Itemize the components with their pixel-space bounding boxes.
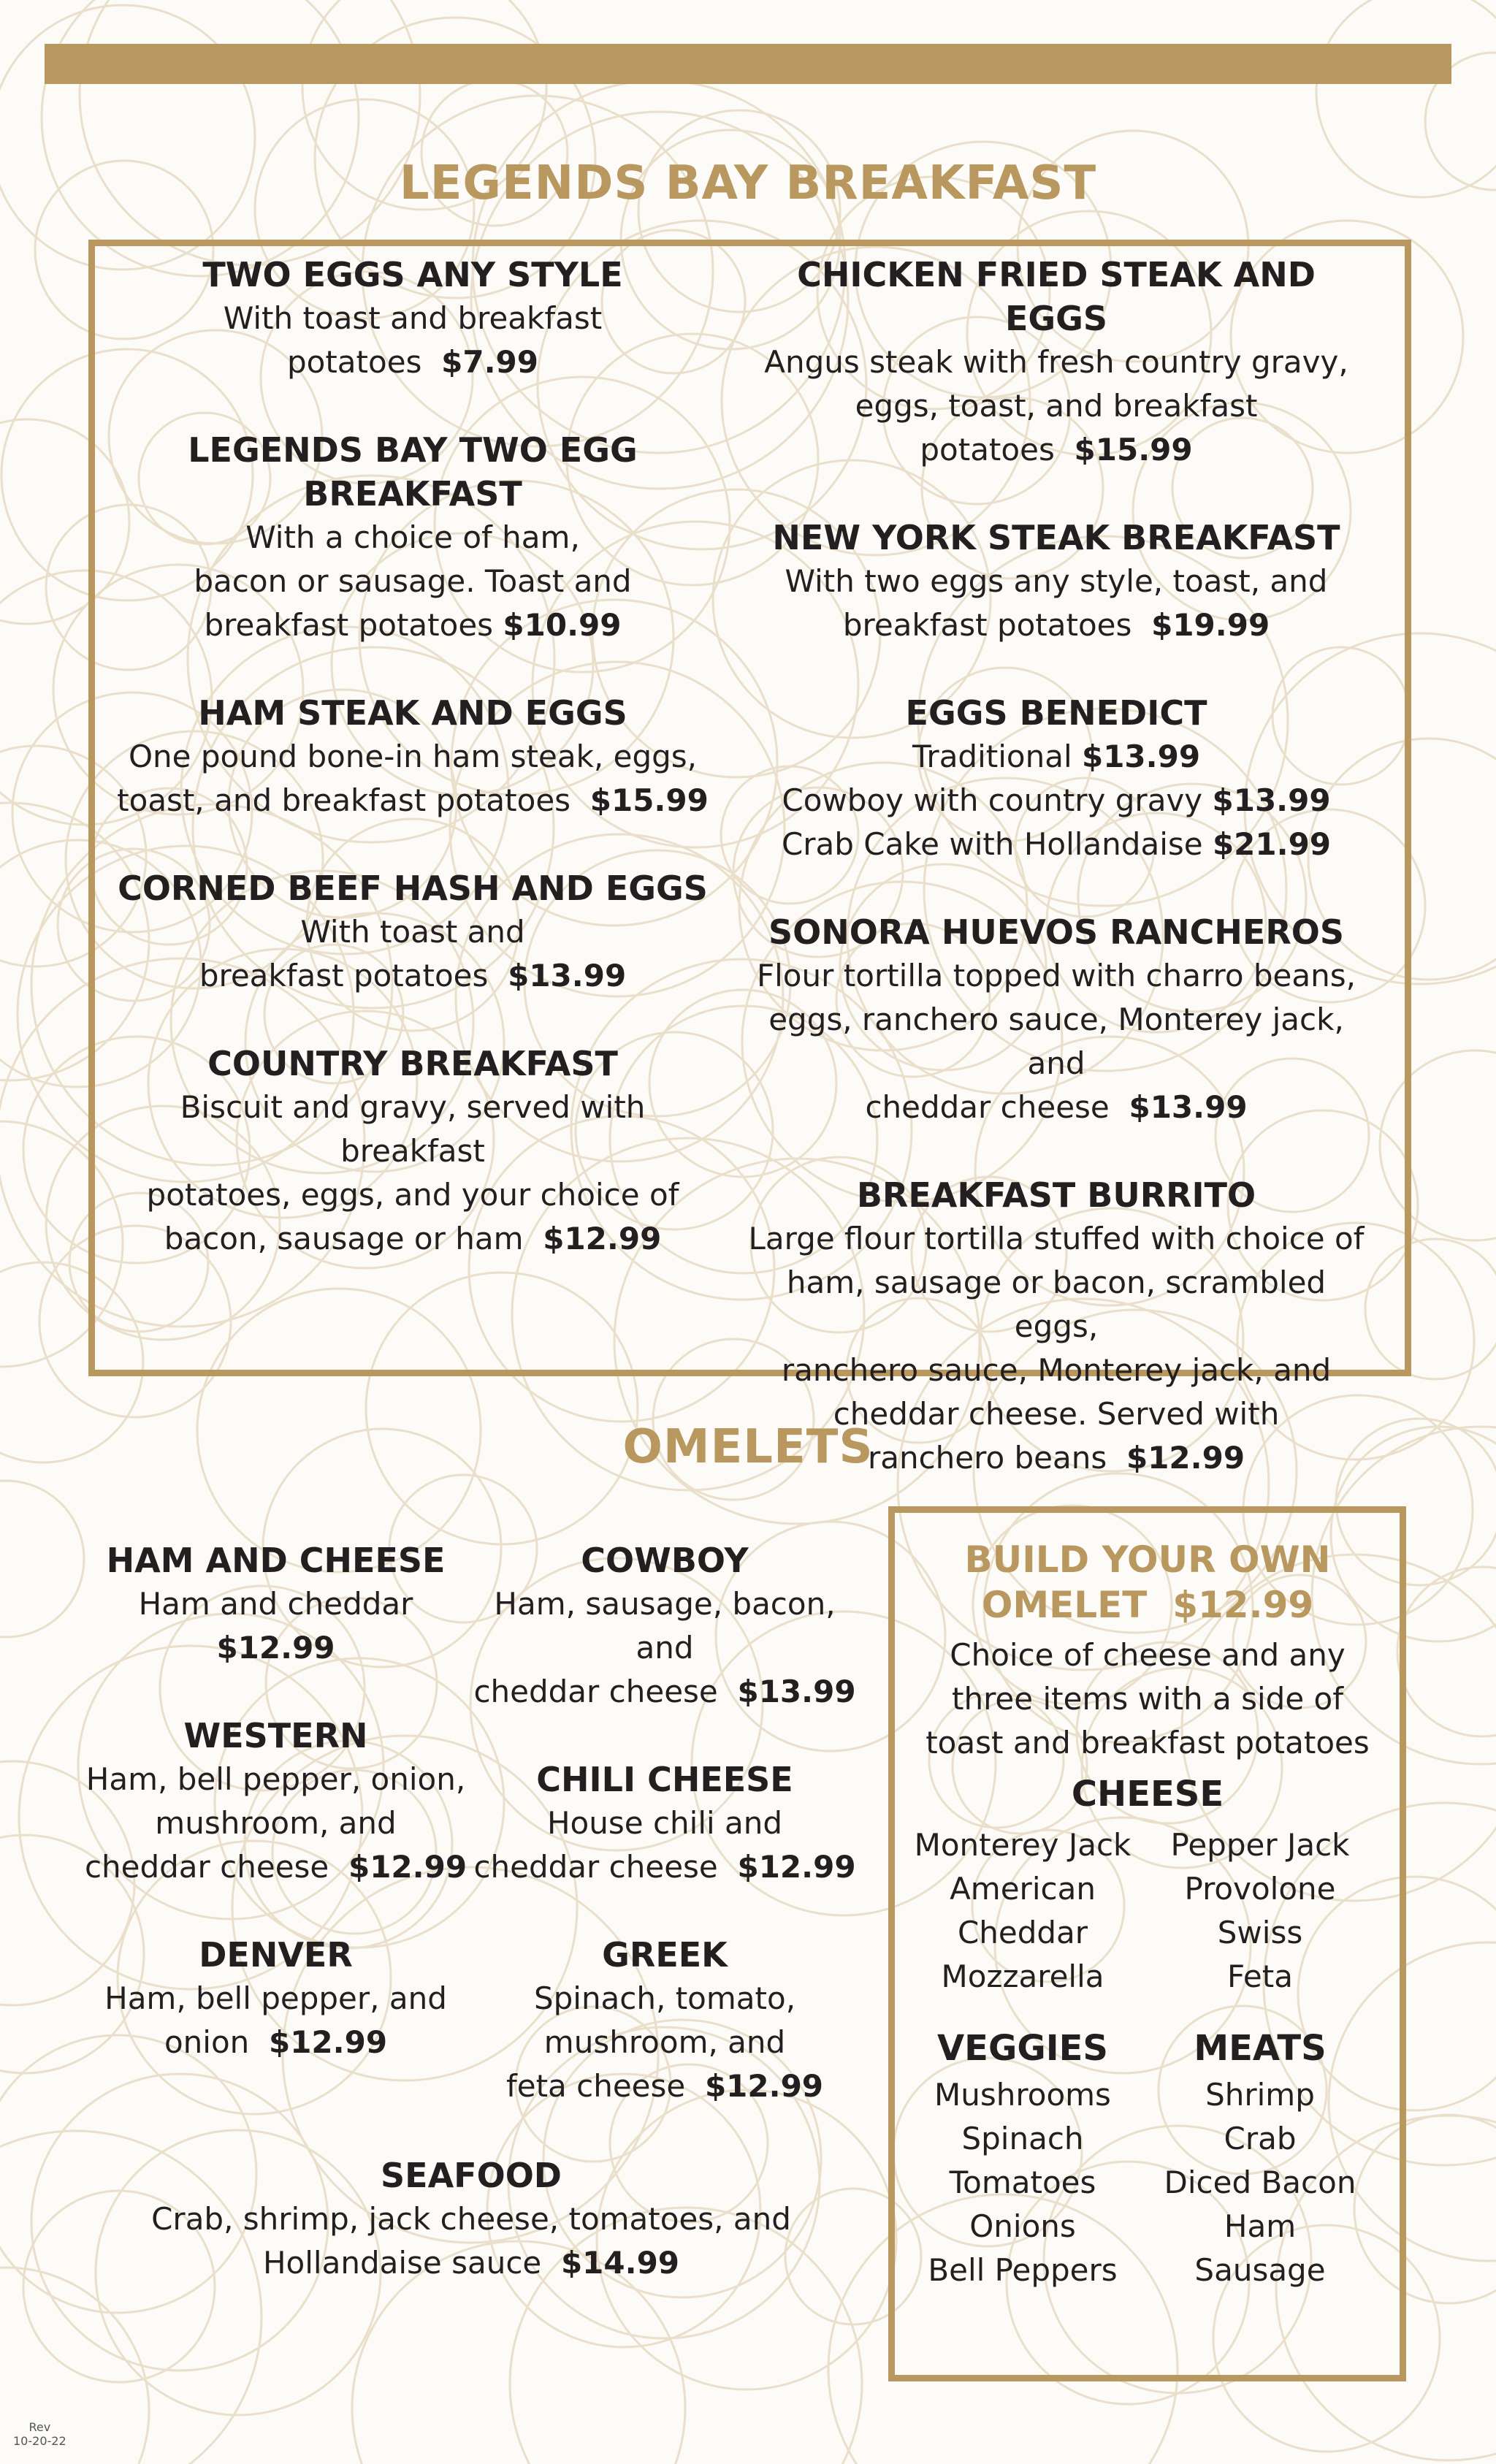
item-desc: ranchero sauce, Monterey jack, and xyxy=(781,1352,1332,1388)
item-desc: cheddar cheese $13.99 xyxy=(473,1674,856,1709)
omelet-seafood-block xyxy=(110,2154,833,2285)
item-desc: Ham, sausage, bacon, and xyxy=(494,1586,836,1666)
item-name: GREEK xyxy=(602,1935,728,1975)
revision-note: Rev 10-20-22 xyxy=(13,2420,66,2448)
benedict-option: Traditional $13.99 xyxy=(912,739,1201,774)
item-name: HAM STEAK AND EGGS xyxy=(198,693,627,733)
item-desc: With toast and breakfast xyxy=(223,300,603,336)
item-desc: Angus steak with fresh country gravy, xyxy=(764,344,1348,380)
list-item: Feta xyxy=(1227,1958,1293,1994)
item-price: $12.99 xyxy=(348,1849,468,1885)
meats-list xyxy=(1143,2073,1377,2292)
breakfast-left-column xyxy=(110,253,716,1261)
item-desc: cheddar cheese. Served with xyxy=(833,1396,1280,1432)
meats-group xyxy=(1143,2026,1377,2292)
menu-item-breakfast-burrito xyxy=(745,1173,1367,1480)
list-item: American xyxy=(950,1871,1096,1907)
omelet-greek xyxy=(468,1933,862,2108)
item-desc: mushroom, and xyxy=(543,2024,786,2060)
item-name: SONORA HUEVOS RANCHEROS xyxy=(768,912,1345,952)
list-item: Tomatoes xyxy=(949,2164,1096,2200)
omelet-seafood xyxy=(110,2154,833,2285)
item-price: $12.99 xyxy=(543,1221,662,1256)
omelet-cowboy xyxy=(468,1538,862,1714)
menu-item-two-eggs xyxy=(110,253,716,384)
item-price: $13.99 xyxy=(737,1674,856,1709)
benedict-option: Cowboy with country gravy $13.99 xyxy=(782,782,1331,818)
item-name: HAM AND CHEESE xyxy=(106,1541,446,1580)
item-desc: Flour tortilla topped with charro beans, xyxy=(756,958,1356,993)
item-desc: eggs, toast, and breakfast xyxy=(855,388,1258,424)
breakfast-section-title: LEGENDS BAY BREAKFAST xyxy=(399,156,1097,210)
item-desc: cheddar cheese $12.99 xyxy=(84,1849,468,1885)
item-name: TWO EGGS ANY STYLE xyxy=(202,255,623,294)
item-price: $19.99 xyxy=(1151,607,1270,643)
omelets-section-title: OMELETS xyxy=(622,1420,874,1474)
item-price: $15.99 xyxy=(1074,432,1193,468)
item-price: $10.99 xyxy=(503,607,622,643)
item-desc: toast, and breakfast potatoes $15.99 xyxy=(117,782,709,818)
item-desc: feta cheese $12.99 xyxy=(505,2068,824,2104)
item-name: DENVER xyxy=(199,1935,353,1975)
menu-item-country-breakfast xyxy=(110,1042,716,1261)
list-item: Mozzarella xyxy=(941,1958,1104,1994)
list-item: Cheddar xyxy=(957,1915,1088,1950)
omelets-column-1 xyxy=(80,1538,471,2064)
item-desc: bacon, sausage or ham $12.99 xyxy=(164,1221,662,1256)
item-name: CORNED BEEF HASH AND EGGS xyxy=(118,869,708,908)
menu-item-chicken-fried-steak xyxy=(745,253,1367,472)
byo-price: $12.99 xyxy=(1172,1584,1314,1626)
omelet-western xyxy=(80,1714,471,1889)
item-desc: breakfast potatoes $19.99 xyxy=(842,607,1270,643)
item-desc: With toast and xyxy=(300,914,525,950)
list-item: Sausage xyxy=(1194,2252,1326,2288)
meats-heading: MEATS xyxy=(1194,2028,1327,2069)
item-desc: With two eggs any style, toast, and xyxy=(785,563,1328,599)
omelets-column-2 xyxy=(468,1538,862,2108)
top-gold-bar xyxy=(45,44,1451,84)
list-item: Diced Bacon xyxy=(1164,2164,1356,2200)
item-name: COWBOY xyxy=(581,1541,749,1580)
item-price: $12.99 xyxy=(704,2068,824,2104)
byo-title-line2: OMELET $12.99 xyxy=(981,1584,1314,1626)
item-name-line2: BREAKFAST xyxy=(303,474,522,514)
item-price: $12.99 xyxy=(268,2024,388,2060)
item-desc: breakfast potatoes $10.99 xyxy=(204,607,622,643)
breakfast-right-column xyxy=(745,253,1367,1480)
veggies-list xyxy=(902,2073,1143,2292)
list-item: Bell Peppers xyxy=(928,2252,1118,2288)
item-name: BREAKFAST BURRITO xyxy=(856,1175,1256,1215)
item-desc: eggs, ranchero sauce, Monterey jack, and xyxy=(768,1002,1344,1081)
omelet-ham-and-cheese xyxy=(80,1538,471,1670)
menu-item-corned-beef-hash xyxy=(110,866,716,998)
item-desc: Crab, shrimp, jack cheese, tomatoes, and xyxy=(151,2201,791,2237)
item-name: CHICKEN FRIED STEAK AND EGGS xyxy=(797,255,1316,338)
item-price: $13.99 xyxy=(508,958,627,993)
cheese-list-right xyxy=(1143,1823,1377,1999)
item-desc: Hollandaise sauce $14.99 xyxy=(262,2245,680,2281)
veggies-group xyxy=(902,2026,1143,2292)
build-your-own-content xyxy=(902,1537,1393,2292)
list-item: Shrimp xyxy=(1205,2077,1315,2113)
item-desc: cheddar cheese $13.99 xyxy=(865,1089,1248,1125)
item-name: LEGENDS BAY TWO EGG xyxy=(188,430,638,470)
item-desc: One pound bone-in ham steak, eggs, xyxy=(128,739,698,774)
item-price: $13.99 xyxy=(1129,1089,1248,1125)
item-price: $14.99 xyxy=(560,2245,680,2281)
decor-circle xyxy=(1397,1567,1496,1736)
item-desc: With a choice of ham, xyxy=(245,519,580,555)
menu-item-ham-steak xyxy=(110,691,716,823)
byo-title-line1: BUILD YOUR OWN xyxy=(964,1538,1331,1581)
item-price: $7.99 xyxy=(441,344,538,380)
item-name: EGGS BENEDICT xyxy=(905,693,1207,733)
item-price: $12.99 xyxy=(737,1849,856,1885)
item-desc: Spinach, tomato, xyxy=(533,1980,796,2016)
item-desc: Ham, bell pepper, and xyxy=(104,1980,447,2016)
item-desc: ranchero beans $12.99 xyxy=(867,1440,1245,1476)
item-desc: potatoes, eggs, and your choice of xyxy=(146,1177,679,1213)
item-desc: breakfast potatoes $13.99 xyxy=(199,958,627,993)
decor-circle xyxy=(0,1481,84,1637)
item-name: NEW YORK STEAK BREAKFAST xyxy=(772,518,1340,557)
menu-item-legends-bay-two-egg xyxy=(110,428,716,647)
omelet-chili-cheese xyxy=(468,1758,862,1889)
item-desc: mushroom, and xyxy=(155,1805,397,1841)
item-name: SEAFOOD xyxy=(381,2156,562,2195)
item-desc: Biscuit and gravy, served with breakfast xyxy=(180,1089,646,1169)
veggies-heading: VEGGIES xyxy=(937,2028,1108,2069)
list-item: Ham xyxy=(1224,2208,1297,2244)
item-desc: potatoes $15.99 xyxy=(920,432,1193,468)
item-price: $13.99 xyxy=(1081,739,1201,774)
omelet-denver xyxy=(80,1933,471,2064)
item-desc: potatoes $7.99 xyxy=(286,344,538,380)
item-price: $15.99 xyxy=(589,782,709,818)
list-item: Spinach xyxy=(961,2121,1084,2156)
item-name: COUNTRY BREAKFAST xyxy=(207,1044,618,1083)
item-desc: House chili and xyxy=(546,1805,783,1841)
menu-item-new-york-steak xyxy=(745,516,1367,647)
byo-description: Choice of cheese and any three items with a side of toast and breakfast potatoes xyxy=(926,1637,1370,1761)
list-item: Swiss xyxy=(1217,1915,1303,1950)
cheese-options xyxy=(902,1823,1393,1999)
item-desc: Large flour tortilla stuffed with choice of xyxy=(748,1221,1365,1256)
item-desc: cheddar cheese $12.99 xyxy=(473,1849,856,1885)
item-price: $13.99 xyxy=(1212,782,1331,818)
item-price: $12.99 xyxy=(216,1630,335,1666)
list-item: Crab xyxy=(1224,2121,1297,2156)
item-name: CHILI CHEESE xyxy=(536,1760,793,1799)
list-item: Pepper Jack xyxy=(1170,1827,1350,1863)
veggies-meats-options xyxy=(902,2026,1393,2292)
item-price: $12.99 xyxy=(1126,1440,1245,1476)
item-desc: ham, sausage or bacon, scrambled eggs, xyxy=(786,1265,1327,1344)
item-desc: Ham and cheddar xyxy=(138,1586,413,1622)
list-item: Provolone xyxy=(1184,1871,1336,1907)
list-item: Onions xyxy=(969,2208,1076,2244)
cheese-list-left xyxy=(902,1823,1143,1999)
menu-item-huevos-rancheros xyxy=(745,910,1367,1129)
menu-item-eggs-benedict xyxy=(745,691,1367,866)
benedict-option: Crab Cake with Hollandaise $21.99 xyxy=(781,826,1332,862)
item-desc: onion $12.99 xyxy=(164,2024,388,2060)
item-name: WESTERN xyxy=(183,1716,368,1755)
item-price: $21.99 xyxy=(1212,826,1332,862)
cheese-heading: CHEESE xyxy=(1071,1774,1224,1815)
list-item: Mushrooms xyxy=(934,2077,1111,2113)
list-item: Monterey Jack xyxy=(914,1827,1131,1863)
item-desc: bacon or sausage. Toast and xyxy=(194,563,632,599)
item-desc: Ham, bell pepper, onion, xyxy=(85,1761,466,1797)
